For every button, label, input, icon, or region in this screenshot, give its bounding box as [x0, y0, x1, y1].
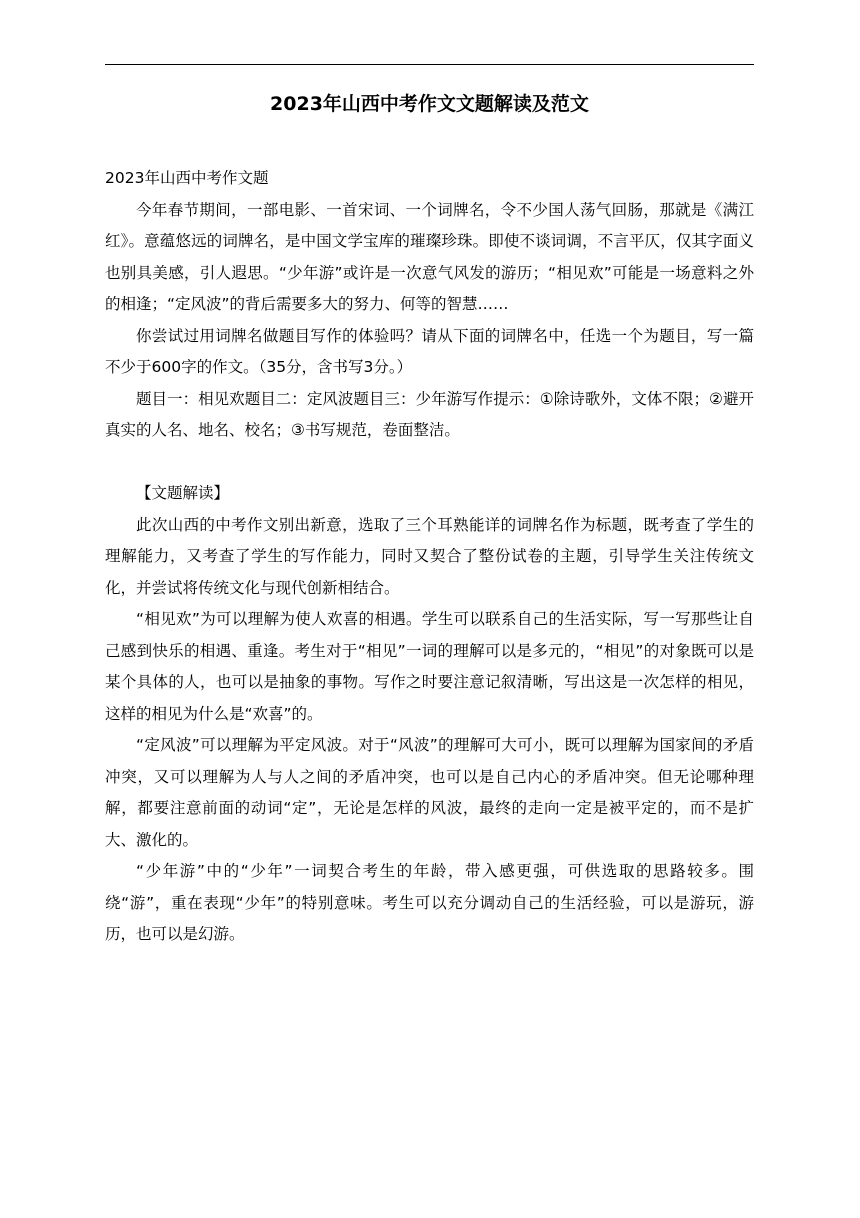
analysis-paragraph-1: 此次山西的中考作文别出新意，选取了三个耳熟能详的词牌名作为标题，既考查了学生的理解能力，又考查了学生的写作能力，同时又契合了整份试卷的主题，引导学生关注传统文化，并尝试将传统文化与现代创新相结合。 [105, 515, 754, 597]
prompt-paragraph-2: 你尝试过用词牌名做题目写作的体验吗？请从下面的词牌名中，任选一个为题目，写一篇不少于600字的作文。（35分，含书写3分。） [105, 326, 754, 376]
analysis-paragraph-3: “定风波”可以理解为平定风波。对于“风波”的理解可大可小，既可以理解为国家间的矛盾冲突，又可以理解为人与人之间的矛盾冲突，也可以是自己内心的矛盾冲突。但无论哪种理解，都要注意前面的动词“定”，无论是怎样的风波，最终的走向一定是被平定的，而不是扩大、激化的。 [105, 736, 754, 849]
header-rule [105, 64, 754, 65]
prompt-paragraph-1: 今年春节期间，一部电影、一首宋词、一个词牌名，令不少国人荡气回肠，那就是《满江红》。意蕴悠远的词牌名，是中国文学宝库的璀璨珍珠。即使不谈词调，不言平仄，仅其字面义也别具美感，引人遐思。“少年游”或许是一次意气风发的游历；“相见欢”可能是一场意料之外的相逢；“定风波”的背后需要多大的努力、何等的智慧…… [105, 200, 754, 313]
document-title: 2023年山西中考作文文题解读及范文 [270, 93, 589, 115]
analysis-paragraph-2: “相见欢”为可以理解为使人欢喜的相遇。学生可以联系自己的生活实际，写一写那些让自己感到快乐的相遇、重逢。考生对于“相见”一词的理解可以是多元的，“相见”的对象既可以是某个具体的人，也可以是抽象的事物。写作之时要注意记叙清晰，写出这是一次怎样的相见，这样的相见为什么是“欢喜”的。 [105, 610, 754, 723]
subheading: 2023年山西中考作文题 [105, 169, 269, 187]
analysis-heading: 【文题解读】 [136, 484, 230, 502]
document-body [105, 163, 754, 951]
prompt-paragraph-3: 题目一：相见欢题目二：定风波题目三：少年游写作提示：①除诗歌外，文体不限；②避开真实的人名、地名、校名；③书写规范，卷面整洁。 [105, 389, 754, 439]
analysis-paragraph-4: “少年游”中的“少年”一词契合考生的年龄，带入感更强，可供选取的思路较多。围绕“游”，重在表现“少年”的特别意味。考生可以充分调动自己的生活经验，可以是游玩，游历，也可以是幻游。 [105, 862, 754, 943]
paragraph-gap [105, 447, 754, 479]
